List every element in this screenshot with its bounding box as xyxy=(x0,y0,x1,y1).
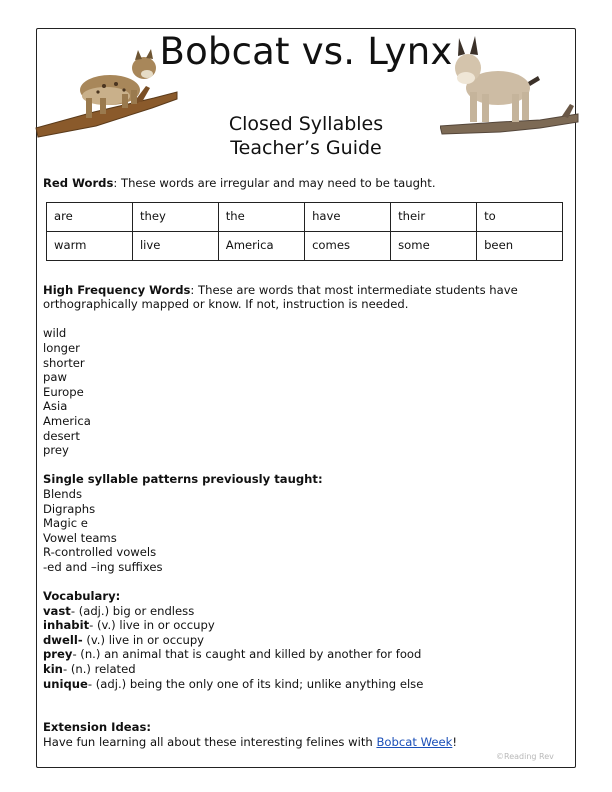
vocab-item xyxy=(43,618,563,633)
table-cell: their xyxy=(391,202,477,231)
list-item: Magic e xyxy=(43,516,88,531)
subtitle-line-1: Closed Syllables xyxy=(228,113,384,135)
vocab-term: inhabit xyxy=(43,618,90,633)
vocab-term: prey xyxy=(43,647,73,662)
list-item: Blends xyxy=(43,486,83,501)
vocab-definition: - (n.) related xyxy=(62,662,136,677)
high-frequency-intro xyxy=(43,283,563,298)
list-item: longer xyxy=(43,340,80,355)
vocab-item xyxy=(43,633,563,648)
vocab-item xyxy=(43,604,563,619)
vocab-item xyxy=(43,677,563,692)
vocabulary-heading-text: Vocabulary: xyxy=(43,589,121,604)
vocab-term: dwell- xyxy=(43,632,83,647)
table-row xyxy=(47,202,563,231)
list-item: -ed and –ing suffixes xyxy=(43,559,163,574)
subtitle-line-2: Teacher’s Guide xyxy=(230,137,382,159)
vocab-definition: (v.) live in or occupy xyxy=(82,632,205,647)
extension-heading-text: Extension Ideas: xyxy=(43,720,152,735)
page-title: Bobcat vs. Lynx xyxy=(159,30,453,73)
high-frequency-label: High Frequency Words xyxy=(43,282,191,297)
extension-text xyxy=(43,735,563,750)
table-cell: the xyxy=(218,202,304,231)
vocab-term: kin xyxy=(43,662,63,677)
list-item: Asia xyxy=(43,399,68,414)
vocab-definition: - (adj.) big or endless xyxy=(70,603,195,618)
copyright-notice: ©Reading Rev xyxy=(496,752,554,761)
list-item: desert xyxy=(43,428,80,443)
list-item: R-controlled vowels xyxy=(43,545,157,560)
table-cell: they xyxy=(132,202,218,231)
list-item: Vowel teams xyxy=(43,530,117,545)
list-item: wild xyxy=(43,326,67,341)
patterns-heading xyxy=(43,472,563,487)
red-words-table xyxy=(46,202,563,261)
vocab-item xyxy=(43,662,563,677)
vocab-definition: - (n.) an animal that is caught and killed by another for food xyxy=(72,647,422,662)
list-item: prey xyxy=(43,443,69,458)
extension-text-before: Have fun learning all about these interesting felines with xyxy=(43,734,377,749)
vocab-term: vast xyxy=(43,603,71,618)
red-words-description: : These words are irregular and may need to be taught. xyxy=(113,176,436,190)
table-cell: to xyxy=(477,202,563,231)
high-frequency-description-1: : These are words that most intermediate students have xyxy=(190,282,518,297)
red-words-label: Red Words xyxy=(43,176,114,190)
vocab-definition: - (adj.) being the only one of its kind; unlike anything else xyxy=(87,676,424,691)
list-item: Europe xyxy=(43,384,84,399)
table-cell: comes xyxy=(305,231,391,260)
guide-content xyxy=(43,176,563,749)
table-cell: some xyxy=(391,231,477,260)
high-frequency-description-2: orthographically mapped or know. If not, instruction is needed. xyxy=(43,297,409,312)
table-cell: are xyxy=(47,202,133,231)
extension-text-after: ! xyxy=(452,734,457,749)
table-cell: have xyxy=(305,202,391,231)
extension-heading xyxy=(43,720,563,735)
table-row xyxy=(47,231,563,260)
list-item: America xyxy=(43,413,91,428)
vocab-definition: - (v.) live in or occupy xyxy=(89,618,215,633)
page-subtitle xyxy=(0,112,612,160)
vocabulary-heading xyxy=(43,589,563,604)
patterns-heading-text: Single syllable patterns previously taught: xyxy=(43,472,323,487)
list-item: shorter xyxy=(43,355,85,370)
table-cell: America xyxy=(218,231,304,260)
bobcat-week-link[interactable]: Bobcat Week xyxy=(376,734,453,749)
list-item: Digraphs xyxy=(43,501,96,516)
table-cell: been xyxy=(477,231,563,260)
table-cell: warm xyxy=(47,231,133,260)
vocab-item xyxy=(43,647,563,662)
vocab-term: unique xyxy=(43,676,88,691)
list-item: paw xyxy=(43,370,67,385)
table-cell: live xyxy=(132,231,218,260)
red-words-intro xyxy=(43,176,563,191)
